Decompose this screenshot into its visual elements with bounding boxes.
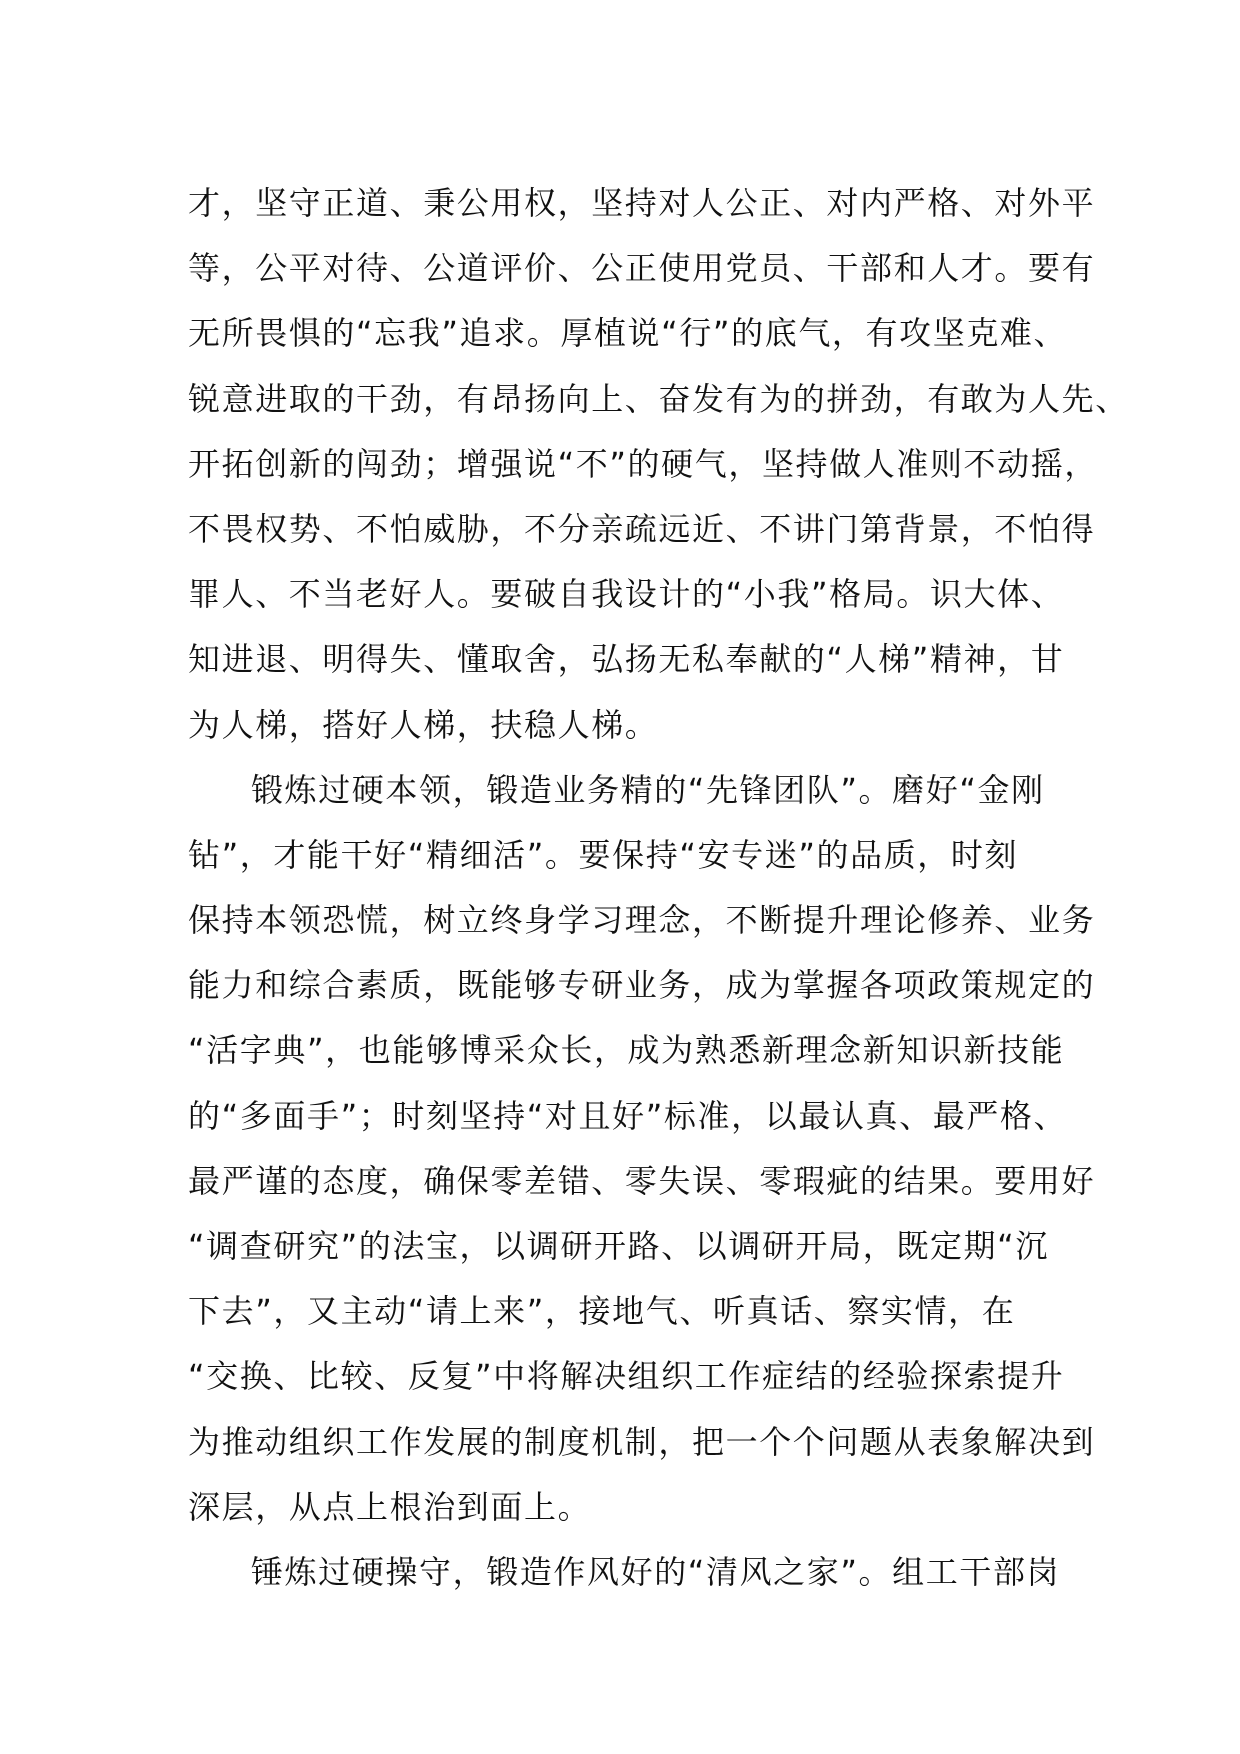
text-line: 罪人、不当老好人。要破自我设计的“小我”格局。识大体、: [188, 575, 1065, 614]
text-line: 钻”，才能干好“精细活”。要保持“安专迷”的品质，时刻: [188, 835, 1019, 874]
text-line: 为人梯，搭好人梯，扶稳人梯。: [188, 705, 659, 744]
text-line: “交换、比较、反复”中将解决组织工作症结的经验探索提升: [188, 1357, 1065, 1396]
text-line: 最严谨的态度，确保零差错、零失误、零瑕疵的结果。要用好: [188, 1161, 1096, 1200]
text-line: 保持本领恐慌，树立终身学习理念，不断提升理论修养、业务: [188, 901, 1096, 940]
paragraph-heading-line: 锤炼过硬操守，锻造作风好的“清风之家”。组工干部岗: [251, 1552, 1061, 1591]
text-line: 的“多面手”；时刻坚持“对且好”标准，以最认真、最严格、: [188, 1096, 1068, 1135]
text-line: 为推动组织工作发展的制度机制，把一个个问题从表象解决到: [188, 1422, 1096, 1461]
text-line: 下去”，又主动“请上来”，接地气、听真话、察实情，在: [188, 1292, 1016, 1331]
text-line: 能力和综合素质，既能够专研业务，成为掌握各项政策规定的: [188, 966, 1096, 1005]
body-text: [188, 171, 1129, 1605]
text-line: 锐意进取的干劲，有昂扬向上、奋发有为的拼劲，有敢为人先、: [188, 379, 1129, 418]
text-line: 不畏权势、不怕威胁，不分亲疏远近、不讲门第背景，不怕得: [188, 509, 1096, 548]
text-line: “调查研究”的法宝，以调研开路、以调研开局，既定期“沉: [188, 1227, 1049, 1265]
text-line: 才，坚守正道、秉公用权，坚持对人公正、对内严格、对外平: [188, 184, 1096, 222]
text-line: 等，公平对待、公道评价、公正使用党员、干部和人才。要有: [188, 249, 1096, 288]
text-line: “活字典”，也能够博采众长，成为熟悉新理念新知识新技能: [188, 1031, 1065, 1070]
text-line: 无所畏惧的“忘我”追求。厚植说“行”的底气，有攻坚克难、: [188, 314, 1068, 353]
text-line: 开拓创新的闯劲；增强说“不”的硬气，坚持做人准则不动摇，: [188, 444, 1098, 483]
text-line: 知进退、明得失、懂取舍，弘扬无私奉献的“人梯”精神，甘: [188, 640, 1065, 679]
text-line: 深层，从点上根治到面上。: [188, 1487, 592, 1526]
paragraph-heading-line: 锻炼过硬本领，锻造业务精的“先锋团队”。磨好“金刚: [251, 770, 1045, 809]
